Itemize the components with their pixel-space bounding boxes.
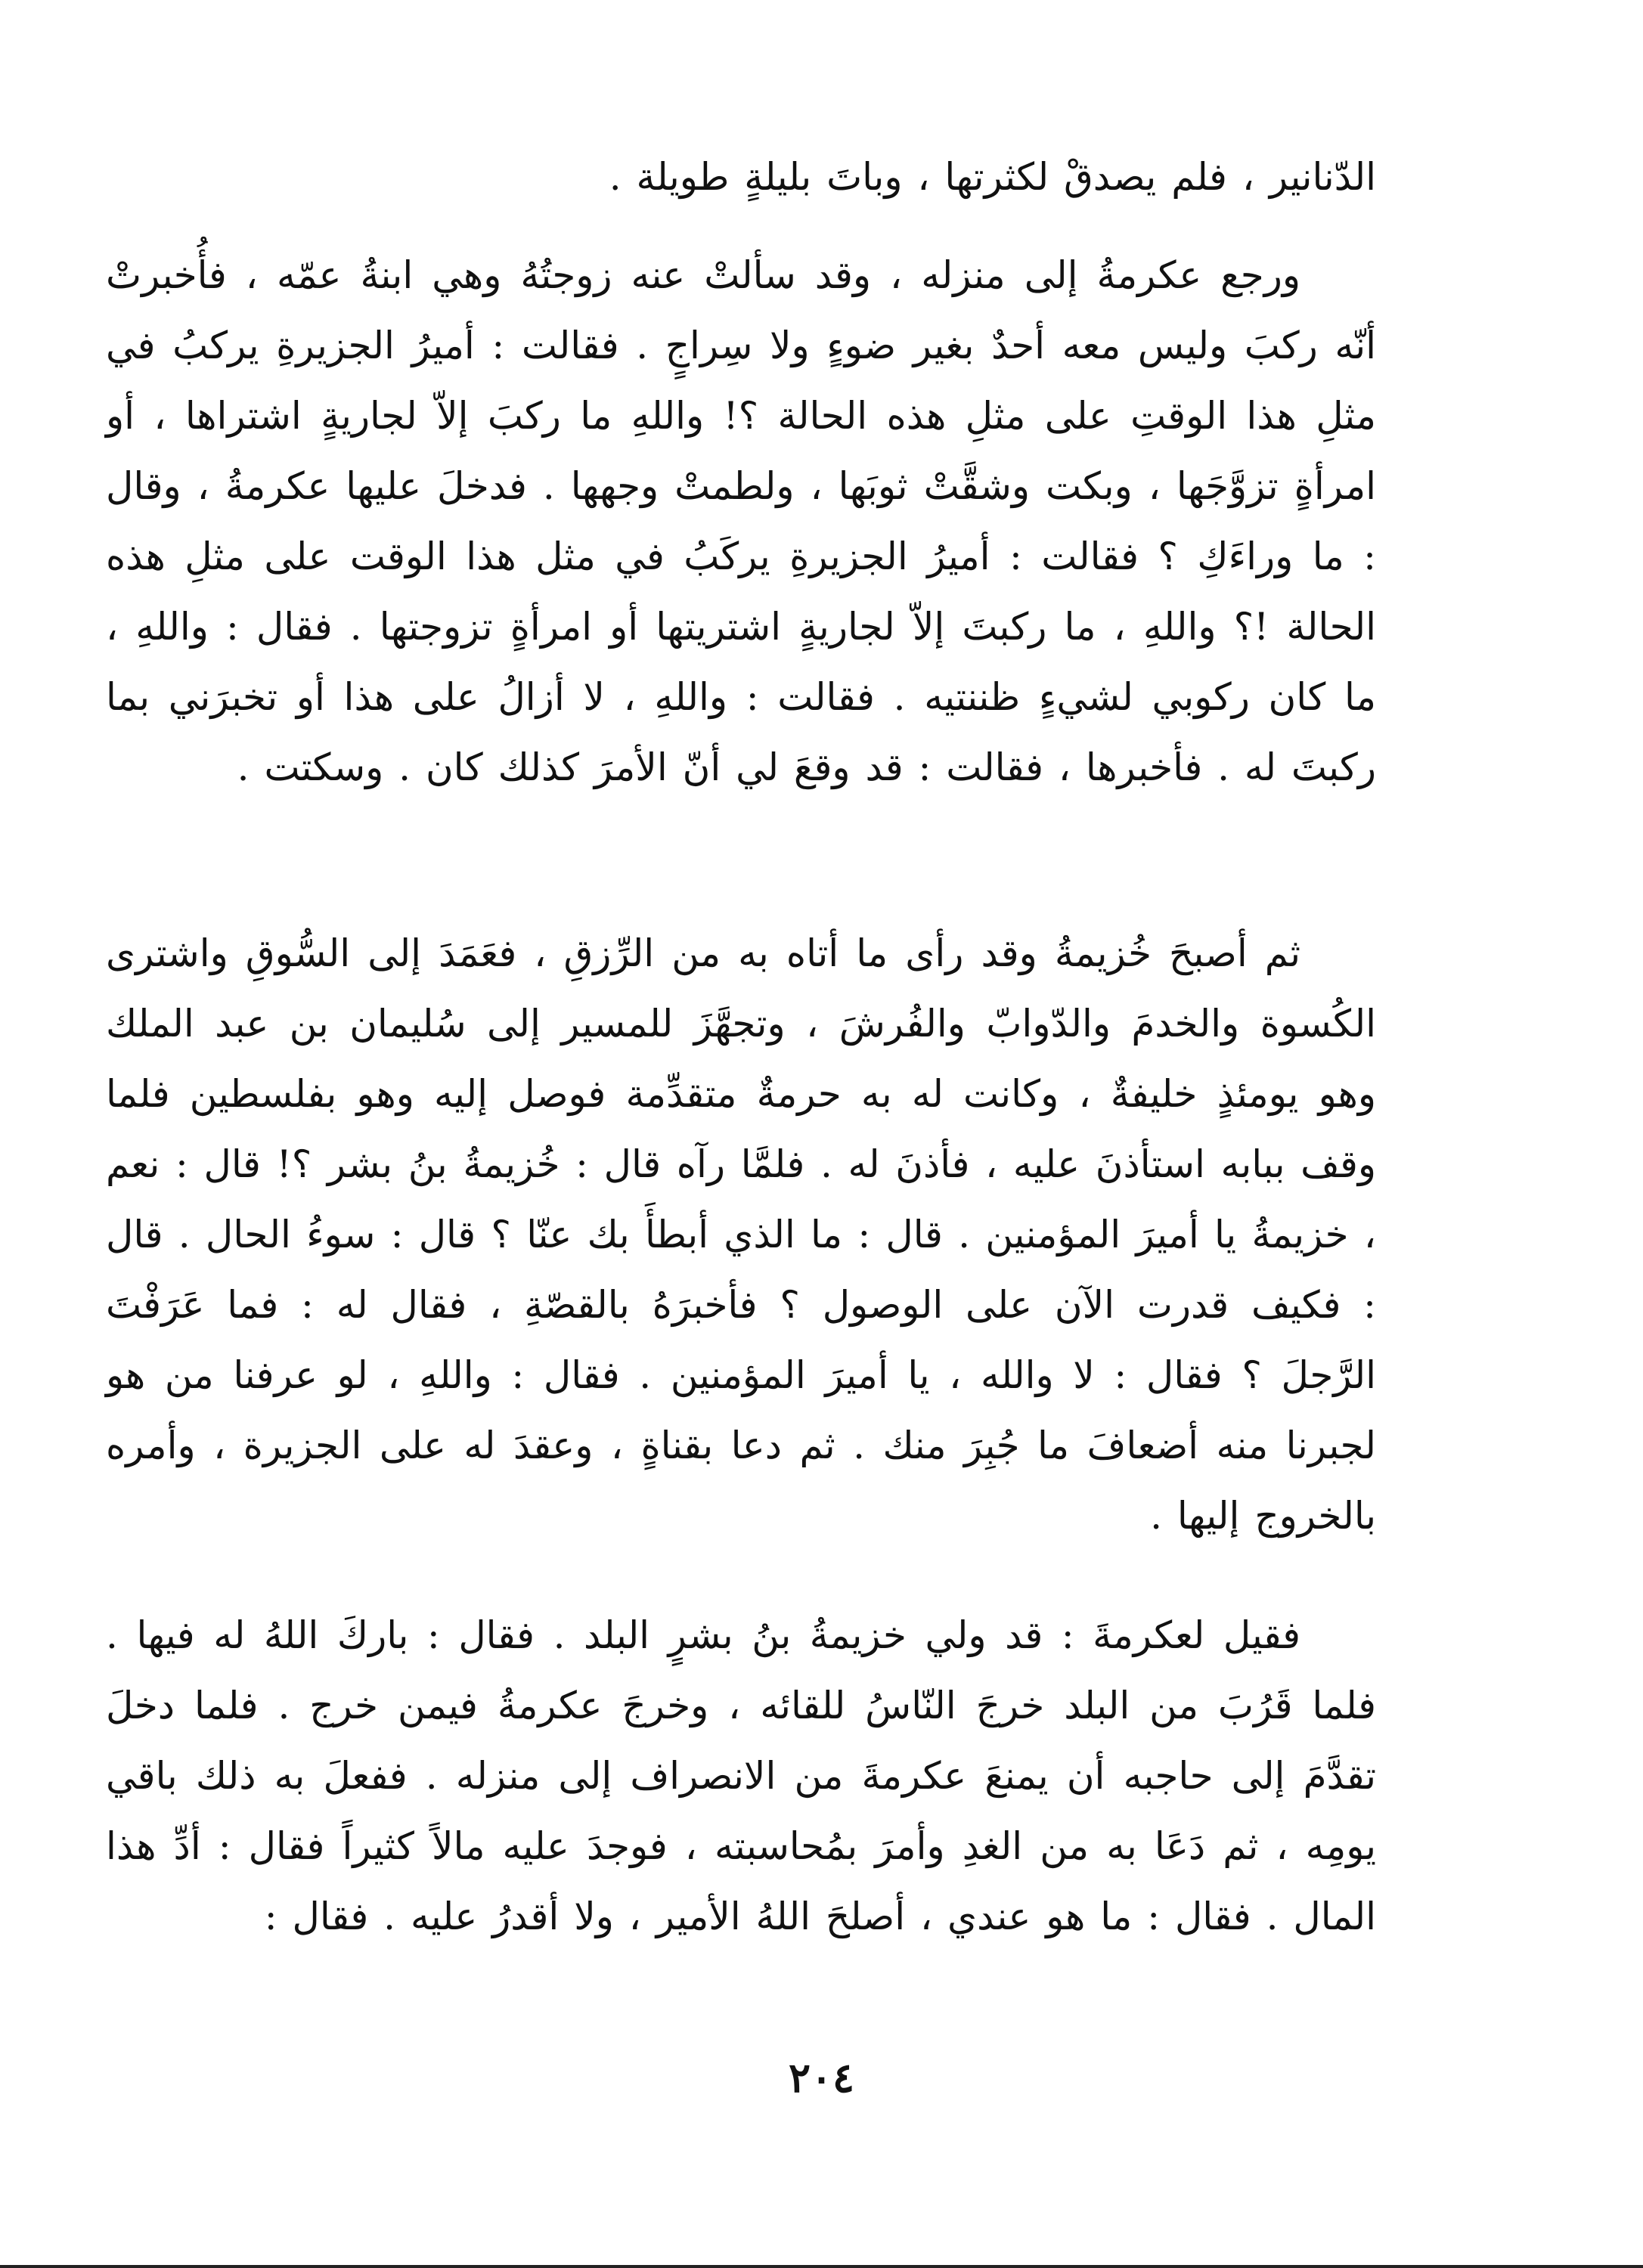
paragraph-text: الدّنانير ، فلم يصدقْ لكثرتها ، وباتَ بليلةٍ طويلة . xyxy=(609,155,1376,199)
paragraph-text: ثم أصبحَ خُزيمةُ وقد رأى ما أتاه به من الرِّزقِ ، فعَمَدَ إلى السُّوقِ واشترى الكُسوة والخدمَ والدّوابّ والفُرشَ ، وتجهَّزَ للمسير إلى سُليمان بن عبد الملك وهو يومئذٍ خليفةٌ ، وكانت له به حرمةٌ متقدِّمة فوصل إليه وهو بفلسطين فلما وقف ببابه استأذنَ عليه ، فأذنَ له . فلمَّا رآه قال : خُزيمةُ بنُ بشر ؟! قال : نعم ، خزيمةُ يا أميرَ المؤمنين . قال : ما الذي أبطأَ بك عنّا ؟ قال : سوءُ الحال . قال : فكيف قدرت الآن على الوصول ؟ فأخبرَهُ بالقصّةِ ، فقال له : فما عَرَفْتَ الرَّجلَ ؟ فقال : لا والله ، يا أميرَ المؤمنين . فقال : واللهِ ، لو عرفنا من هو لجبرنا منه أضعافَ ما جُبِرَ منك . ثم دعا بقناةٍ ، وعقدَ له على الجزيرة ، وأمره بالخروج إليها . xyxy=(106,931,1376,1538)
paragraph-text: فقيل لعكرمةَ : قد ولي خزيمةُ بنُ بشرٍ البلد . فقال : باركَ اللهُ له فيها . فلما قَرُبَ من البلد خرجَ النّاسُ للقائه ، وخرجَ عكرمةُ فيمن خرج . فلما دخلَ تقدَّمَ إلى حاجبه أن يمنعَ عكرمةَ من الانصراف إلى منزله . ففعلَ به ذلك باقي يومِه ، ثم دَعَا به من الغدِ وأمرَ بمُحاسبته ، فوجدَ عليه مالاً كثيراً فقال : أدِّ هذا المال . فقال : ما هو عندي ، أصلحَ اللهُ الأمير ، ولا أقدرُ عليه . فقال : xyxy=(106,1613,1376,1938)
paragraph-ikrima-returns xyxy=(106,240,1376,803)
scan-edge-line xyxy=(0,2265,1643,2268)
paragraph-khuzayma-visits-caliph xyxy=(106,919,1376,1551)
page-number: ٢٠٤ xyxy=(788,2053,854,2102)
paragraph-khuzayma-governor xyxy=(106,1600,1376,1952)
paragraph-text: ورجع عكرمةُ إلى منزله ، وقد سألتْ عنه زوجتُهُ وهي ابنةُ عمّه ، فأُخبرتْ أنّه ركبَ وليس معه أحدٌ بغير ضوءٍ ولا سِراجٍ . فقالت : أميرُ الجزيرةِ يركبُ في مثلِ هذا الوقتِ على مثلِ هذه الحالة ؟! واللهِ ما ركبَ إلاّ لجاريةٍ اشتراها ، أو امرأةٍ تزوَّجَها ، وبكت وشقَّتْ ثوبَها ، ولطمتْ وجهها . فدخلَ عليها عكرمةُ ، وقال : ما وراءَكِ ؟ فقالت : أميرُ الجزيرةِ يركَبُ في مثل هذا الوقت على مثلِ هذه الحالة !؟ واللهِ ، ما ركبتَ إلاّ لجاريةٍ اشتريتها أو امرأةٍ تزوجتها . فقال : واللهِ ، ما كان ركوبي لشيءٍ ظننتيه . فقالت : واللهِ ، لا أزالُ على هذا أو تخبرَني بما ركبتَ له . فأخبرها ، فقالت : قد وقعَ لي أنّ الأمرَ كذلك كان . وسكتت . xyxy=(106,253,1376,789)
paragraph-continuation xyxy=(106,142,1376,212)
